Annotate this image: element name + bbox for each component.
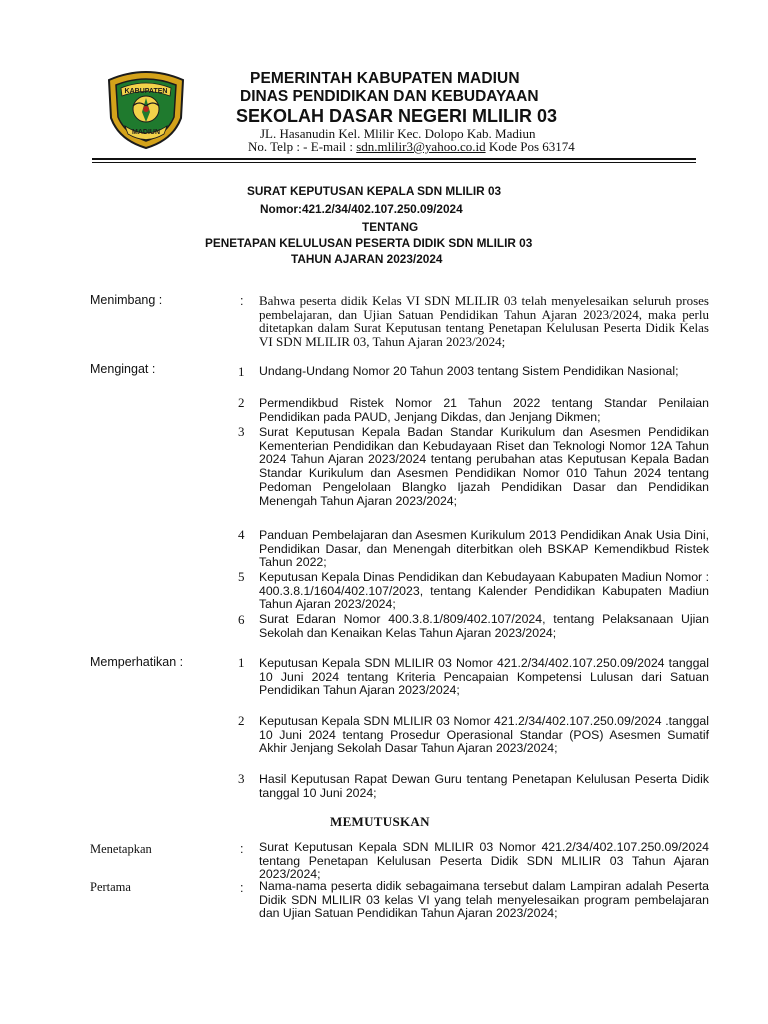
mengingat-num-4: 4 bbox=[238, 527, 245, 542]
menimbang-colon: : bbox=[240, 294, 244, 308]
memutuskan-heading: MEMUTUSKAN bbox=[330, 814, 430, 829]
pertama-colon: : bbox=[240, 881, 244, 895]
decree-number: Nomor:421.2/34/402.107.250.09/2024 bbox=[260, 202, 463, 216]
mengingat-num-2: 2 bbox=[238, 395, 245, 410]
mengingat-item-2: Permendikbud Ristek Nomor 21 Tahun 2022 tentang Standar Penilaian Pendidikan pada PAUD, Jenjang Dikdas, dan Jenjang Dikmen; bbox=[259, 396, 709, 424]
contact-prefix: No. Telp : - E-mail : bbox=[248, 139, 357, 154]
mengingat-num-3: 3 bbox=[238, 424, 245, 439]
decree-title: SURAT KEPUTUSAN KEPALA SDN MLILIR 03 bbox=[247, 184, 502, 198]
menetapkan-label: Menetapkan bbox=[90, 842, 152, 856]
mengingat-label: Mengingat : bbox=[90, 362, 156, 376]
mengingat-num-1: 1 bbox=[238, 364, 245, 379]
menimbang-label: Menimbang : bbox=[90, 293, 163, 307]
memperhatikan-num-1: 1 bbox=[238, 655, 245, 670]
memperhatikan-item-1: Keputusan Kepala SDN MLILIR 03 Nomor 421.2/34/402.107.250.09/2024 tanggal 10 Juni 2024 tentang Kriteria Pencapaian Kompetensi Lulusan dari Satuan Pendidikan Tahun Ajaran 2023/2024; bbox=[259, 656, 709, 698]
decree-about: TENTANG bbox=[362, 220, 419, 234]
menetapkan-text: Surat Keputusan Kepala SDN MLILIR 03 Nomor 421.2/34/402.107.250.09/2024 tentang Penetapan Kelulusan Peserta Didik SDN MLILIR 03 Tahun Ajaran 2023/2024; bbox=[259, 840, 709, 882]
mengingat-item-1: Undang-Undang Nomor 20 Tahun 2003 tentang Sistem Pendidikan Nasional; bbox=[259, 364, 679, 378]
contact-suffix: Kode Pos 63174 bbox=[485, 139, 575, 154]
menimbang-text: Bahwa peserta didik Kelas VI SDN MLILIR 03 telah menyelesaikan seluruh proses pembelajaran, dan Ujian Satuan Pendidikan Tahun Ajaran 2023/2024, maka perlu ditetapkan dalam Surat Keputusan tentang Penetapan Kelulusan Peserta Didik Kelas VI SDN MLILIR 03, Tahun Ajaran 2023/2024; bbox=[259, 293, 709, 350]
memperhatikan-num-3: 3 bbox=[238, 771, 245, 786]
logo-text-top: KABUPATEN bbox=[124, 88, 168, 95]
mengingat-item-4: Panduan Pembelajaran dan Asesmen Kurikulum 2013 Pendidikan Anak Usia Dini, Pendidikan Dasar, dan Menengah diterbitkan oleh BSKAP Kemendikbud Ristek Tahun 2022; bbox=[259, 528, 709, 570]
letterhead-school-name: SEKOLAH DASAR NEGERI MLILIR 03 bbox=[236, 106, 558, 126]
decree-subject: PENETAPAN KELULUSAN PESERTA DIDIK SDN MLILIR 03 bbox=[205, 236, 533, 250]
pertama-text: Nama-nama peserta didik sebagaimana tersebut dalam Lampiran adalah Peserta Didik SDN MLILIR 03 kelas VI yang telah menyelesaikan program pembelajaran dan Ujian Satuan Pendidikan Tahun Ajaran 2023/2024; bbox=[259, 879, 709, 921]
letterhead-address: JL. Hasanudin Kel. Mlilir Kec. Dolopo Kab. Madiun bbox=[260, 126, 536, 141]
logo-text-bottom: MADIUN bbox=[132, 129, 160, 136]
letterhead-rule-thick bbox=[92, 158, 696, 160]
decree-year: TAHUN AJARAN 2023/2024 bbox=[291, 252, 443, 266]
menetapkan-colon: : bbox=[240, 842, 244, 856]
letterhead-rule-thin bbox=[92, 162, 696, 163]
memperhatikan-num-2: 2 bbox=[238, 713, 245, 728]
mengingat-num-6: 6 bbox=[238, 612, 245, 627]
mengingat-num-5: 5 bbox=[238, 569, 245, 584]
memperhatikan-item-2: Keputusan Kepala SDN MLILIR 03 Nomor 421.2/34/402.107.250.09/2024 .tanggal 10 Juni 2024 tentang Prosedur Operasional Standar (POS) Asesmen Sumatif Akhir Jenjang Sekolah Dasar Tahun Ajaran 2023/2024; bbox=[259, 714, 709, 756]
memperhatikan-label: Memperhatikan : bbox=[90, 655, 184, 669]
pertama-label: Pertama bbox=[90, 880, 131, 894]
mengingat-item-6: Surat Edaran Nomor 400.3.8.1/809/402.107/2024, tentang Pelaksanaan Ujian Sekolah dan Kenaikan Kelas Tahun Ajaran 2023/2024; bbox=[259, 612, 709, 640]
letterhead-contact bbox=[248, 139, 575, 155]
mengingat-item-3: Surat Keputusan Kepala Badan Standar Kurikulum dan Asesmen Pendidikan Kementerian Pendidikan dan Kebudayaan Riset dan Teknologi Nomor 12A Tahun 2024 Tahun Ajaran 2023/2024 tentang perubahan atas Keputusan Kepala Badan Standar Kurikulum dan Asesmen Pendidikan Nomor 010 Tahun 2024 tentang Pedoman Pengelolaan Blangko Ijazah Pendidikan Dasar dan Pendidikan Menengah Tahun Ajaran 2023/2024; bbox=[259, 425, 709, 508]
mengingat-item-5: Keputusan Kepala Dinas Pendidikan dan Kebudayaan Kabupaten Madiun Nomor : 400.3.8.1/1604/402.107/2023, tentang Kalender Pendidikan Kabupaten Madiun Tahun Ajaran 2023/2024; bbox=[259, 570, 709, 612]
kabupaten-madiun-logo bbox=[103, 66, 189, 150]
shield-emblem bbox=[103, 66, 189, 150]
letterhead-department: DINAS PENDIDIKAN DAN KEBUDAYAAN bbox=[240, 88, 539, 105]
email-link[interactable]: sdn.mlilir3@yahoo.co.id bbox=[356, 139, 486, 154]
letterhead-government: PEMERINTAH KABUPATEN MADIUN bbox=[250, 70, 520, 87]
memperhatikan-item-3: Hasil Keputusan Rapat Dewan Guru tentang Penetapan Kelulusan Peserta Didik tanggal 10 Juni 2024; bbox=[259, 772, 709, 800]
